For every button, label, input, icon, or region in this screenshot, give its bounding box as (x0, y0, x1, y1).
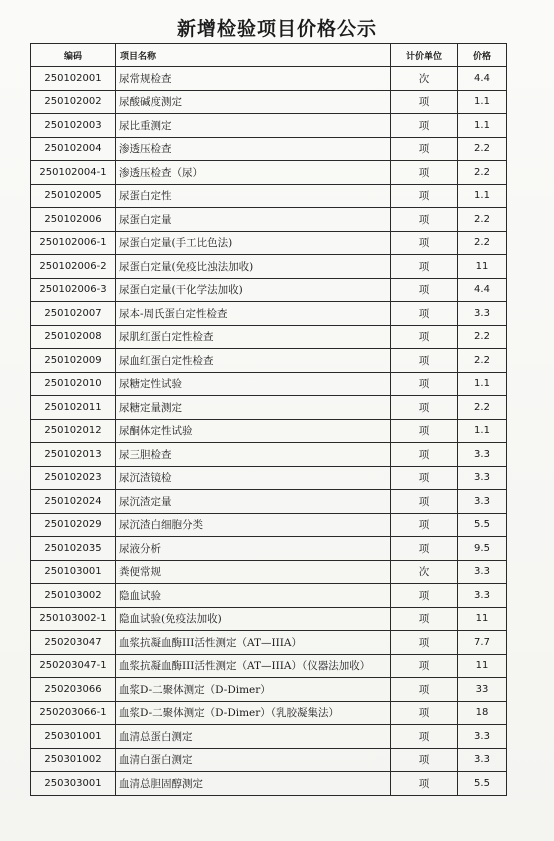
item-unit: 项 (391, 466, 458, 490)
item-code: 250102010 (31, 372, 116, 396)
item-code: 250102006-2 (31, 255, 116, 279)
item-price: 4.4 (458, 67, 507, 91)
item-code: 250102023 (31, 466, 116, 490)
item-unit: 项 (391, 584, 458, 608)
table-row (31, 631, 507, 655)
item-code: 250102001 (31, 67, 116, 91)
item-price: 2.2 (458, 231, 507, 255)
item-code: 250102004 (31, 137, 116, 161)
item-unit: 项 (391, 537, 458, 561)
item-price: 9.5 (458, 537, 507, 561)
table-row (31, 349, 507, 373)
table-row (31, 396, 507, 420)
item-unit: 项 (391, 302, 458, 326)
item-unit: 项 (391, 678, 458, 702)
item-unit: 项 (391, 748, 458, 772)
item-name: 尿沉渣定量 (116, 490, 391, 514)
item-price: 7.7 (458, 631, 507, 655)
item-unit: 次 (391, 560, 458, 584)
item-unit: 项 (391, 607, 458, 631)
item-price: 5.5 (458, 772, 507, 796)
header-unit: 计价单位 (391, 44, 458, 67)
header-price: 价格 (458, 44, 507, 67)
item-unit: 项 (391, 231, 458, 255)
item-name: 尿沉渣白细胞分类 (116, 513, 391, 537)
item-code: 250102035 (31, 537, 116, 561)
item-price: 2.2 (458, 137, 507, 161)
item-name: 渗透压检查 (116, 137, 391, 161)
item-unit: 项 (391, 278, 458, 302)
item-unit: 项 (391, 325, 458, 349)
item-code: 250301001 (31, 725, 116, 749)
item-unit: 项 (391, 419, 458, 443)
item-unit: 项 (391, 725, 458, 749)
item-code: 250102006-3 (31, 278, 116, 302)
item-code: 250103002 (31, 584, 116, 608)
item-price: 2.2 (458, 208, 507, 232)
table-row (31, 607, 507, 631)
item-name: 血清总胆固醇测定 (116, 772, 391, 796)
item-unit: 项 (391, 654, 458, 678)
item-code: 250102004-1 (31, 161, 116, 185)
table-row (31, 560, 507, 584)
item-price: 5.5 (458, 513, 507, 537)
table-row (31, 302, 507, 326)
item-code: 250203066-1 (31, 701, 116, 725)
item-name: 尿蛋白定量(干化学法加收) (116, 278, 391, 302)
item-price: 3.3 (458, 302, 507, 326)
price-table (30, 43, 507, 796)
item-code: 250301002 (31, 748, 116, 772)
item-unit: 项 (391, 372, 458, 396)
item-code: 250102008 (31, 325, 116, 349)
item-name: 尿酮体定性试验 (116, 419, 391, 443)
item-code: 250102006-1 (31, 231, 116, 255)
item-price: 3.3 (458, 443, 507, 467)
item-name: 尿蛋白定量(手工比色法) (116, 231, 391, 255)
item-price: 18 (458, 701, 507, 725)
item-code: 250102007 (31, 302, 116, 326)
table-row (31, 67, 507, 91)
item-name: 尿本-周氏蛋白定性检查 (116, 302, 391, 326)
table-row (31, 772, 507, 796)
item-code: 250102005 (31, 184, 116, 208)
item-price: 3.3 (458, 584, 507, 608)
item-name: 尿液分析 (116, 537, 391, 561)
item-price: 2.2 (458, 161, 507, 185)
item-code: 250203047 (31, 631, 116, 655)
item-code: 250103002-1 (31, 607, 116, 631)
item-name: 粪便常规 (116, 560, 391, 584)
item-unit: 项 (391, 137, 458, 161)
item-name: 渗透压检查（尿） (116, 161, 391, 185)
table-row (31, 701, 507, 725)
item-name: 隐血试验 (116, 584, 391, 608)
item-price: 11 (458, 255, 507, 279)
item-unit: 项 (391, 631, 458, 655)
table-row (31, 325, 507, 349)
item-name: 尿蛋白定量 (116, 208, 391, 232)
item-code: 250102002 (31, 90, 116, 114)
item-name: 尿沉渣镜检 (116, 466, 391, 490)
item-price: 1.1 (458, 419, 507, 443)
table-row (31, 372, 507, 396)
table-row (31, 654, 507, 678)
item-unit: 项 (391, 161, 458, 185)
item-price: 1.1 (458, 184, 507, 208)
item-unit: 项 (391, 208, 458, 232)
item-name: 尿糖定性试验 (116, 372, 391, 396)
item-price: 2.2 (458, 396, 507, 420)
item-code: 250102011 (31, 396, 116, 420)
item-name: 尿酸碱度测定 (116, 90, 391, 114)
item-name: 血清白蛋白测定 (116, 748, 391, 772)
item-price: 3.3 (458, 560, 507, 584)
item-price: 1.1 (458, 90, 507, 114)
item-name: 隐血试验(免疫法加收) (116, 607, 391, 631)
item-name: 尿血红蛋白定性检查 (116, 349, 391, 373)
table-row (31, 584, 507, 608)
item-code: 250102006 (31, 208, 116, 232)
item-unit: 项 (391, 184, 458, 208)
item-price: 2.2 (458, 349, 507, 373)
item-code: 250303001 (31, 772, 116, 796)
item-name: 血浆抗凝血酶III活性测定（AT—IIIA） (116, 631, 391, 655)
table-row (31, 748, 507, 772)
item-code: 250203047-1 (31, 654, 116, 678)
table-row (31, 208, 507, 232)
item-price: 3.3 (458, 725, 507, 749)
item-code: 250102003 (31, 114, 116, 138)
item-name: 尿比重测定 (116, 114, 391, 138)
table-row (31, 255, 507, 279)
table-row (31, 137, 507, 161)
item-name: 血浆D-二聚体测定（D-Dimer） (116, 678, 391, 702)
item-price: 11 (458, 654, 507, 678)
item-unit: 项 (391, 701, 458, 725)
item-price: 3.3 (458, 490, 507, 514)
item-name: 尿蛋白定量(免疫比浊法加收) (116, 255, 391, 279)
item-unit: 项 (391, 513, 458, 537)
table-row (31, 466, 507, 490)
item-price: 1.1 (458, 372, 507, 396)
item-price: 1.1 (458, 114, 507, 138)
item-name: 尿三胆检查 (116, 443, 391, 467)
item-unit: 项 (391, 114, 458, 138)
table-row (31, 678, 507, 702)
item-code: 250102029 (31, 513, 116, 537)
item-name: 血清总蛋白测定 (116, 725, 391, 749)
item-unit: 项 (391, 255, 458, 279)
item-code: 250102024 (31, 490, 116, 514)
item-price: 33 (458, 678, 507, 702)
table-row (31, 513, 507, 537)
table-row (31, 231, 507, 255)
header-row (31, 44, 507, 67)
item-code: 250203066 (31, 678, 116, 702)
table-row (31, 114, 507, 138)
item-price: 4.4 (458, 278, 507, 302)
item-price: 3.3 (458, 466, 507, 490)
header-name: 项目名称 (116, 44, 391, 67)
item-name: 尿糖定量测定 (116, 396, 391, 420)
table-row (31, 184, 507, 208)
item-unit: 次 (391, 67, 458, 91)
item-price: 11 (458, 607, 507, 631)
table-row (31, 537, 507, 561)
item-price: 3.3 (458, 748, 507, 772)
table-row (31, 419, 507, 443)
table-body (31, 67, 507, 796)
table-row (31, 278, 507, 302)
item-price: 2.2 (458, 325, 507, 349)
header-code: 编码 (31, 44, 116, 67)
item-code: 250103001 (31, 560, 116, 584)
page-title: 新增检验项目价格公示 (176, 18, 377, 40)
item-name: 血浆抗凝血酶III活性测定（AT—IIIA）（仪器法加收） (116, 654, 391, 678)
table-row (31, 161, 507, 185)
item-code: 250102009 (31, 349, 116, 373)
table-header (31, 44, 507, 67)
table-row (31, 443, 507, 467)
item-name: 尿蛋白定性 (116, 184, 391, 208)
item-name: 尿肌红蛋白定性检查 (116, 325, 391, 349)
table-row (31, 490, 507, 514)
item-unit: 项 (391, 443, 458, 467)
item-code: 250102012 (31, 419, 116, 443)
item-unit: 项 (391, 490, 458, 514)
table-row (31, 90, 507, 114)
item-unit: 项 (391, 90, 458, 114)
item-unit: 项 (391, 772, 458, 796)
table-row (31, 725, 507, 749)
item-unit: 项 (391, 396, 458, 420)
item-code: 250102013 (31, 443, 116, 467)
item-unit: 项 (391, 349, 458, 373)
item-name: 血浆D-二聚体测定（D-Dimer）（乳胶凝集法） (116, 701, 391, 725)
item-name: 尿常规检查 (116, 67, 391, 91)
